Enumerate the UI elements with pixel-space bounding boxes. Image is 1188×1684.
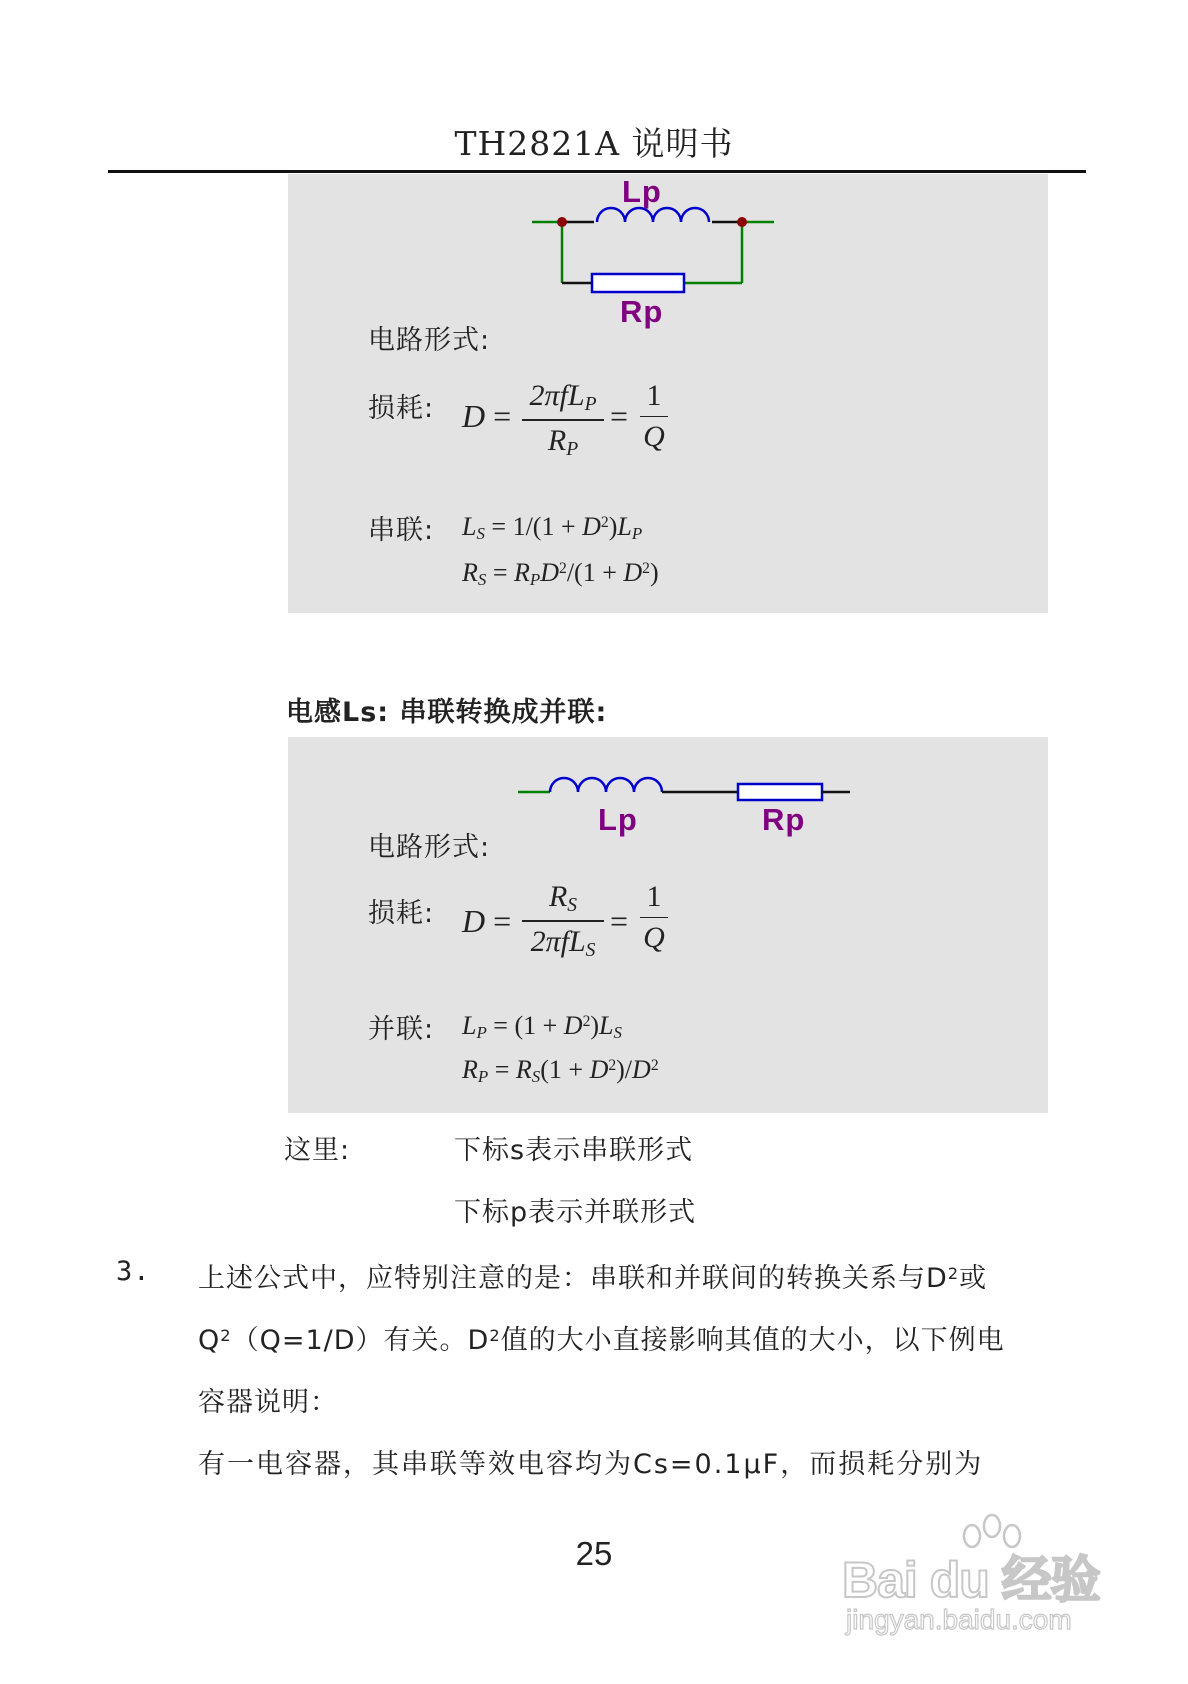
series-formula-panel: Lp Rp 电路形式: 损耗: D = $R_S$ 2πfL$_S$ = 1 Q 并联: $L_P = (1 + D^2)L_S$ $R_P = R_S(1 + D^2)/D^2$ xyxy=(288,737,1048,1113)
superscript: 2 xyxy=(220,1325,232,1345)
item3-line-4: 有一电容器，其串联等效电容均为Cs=0.1μF，而损耗分别为 xyxy=(198,1449,984,1480)
series-label: 串联: xyxy=(368,515,435,546)
inductor-coil xyxy=(597,208,709,222)
resistor-label-rp: Rp xyxy=(762,802,806,837)
inductor-coil xyxy=(550,778,662,792)
notes-subscript-p: 下标p表示并联形式 xyxy=(454,1197,697,1228)
inductor-label-lp: Lp xyxy=(622,174,662,209)
series-ls-formula: $L_S = 1/(1 + D^2)L_P$ xyxy=(462,512,643,544)
notes-here-label: 这里: xyxy=(284,1135,351,1166)
item3-line-3: 容器说明： xyxy=(198,1387,338,1418)
parallel-rp-formula: $R_P = R_S(1 + D^2)/D^2$ xyxy=(462,1055,659,1087)
section-title-ls-series-to-parallel: 电感Ls: 串联转换成并联: xyxy=(286,697,608,728)
item3-line-1-end: 或 xyxy=(959,1263,988,1294)
notes-subscript-s: 下标s表示串联形式 xyxy=(454,1135,694,1166)
item-number: 3. xyxy=(116,1256,151,1287)
circuit-form-label: 电路形式: xyxy=(368,832,491,863)
watermark-url: jingyan.baidu.com xyxy=(846,1604,1072,1635)
parallel-lp-formula: $L_P = (1 + D^2)L_S$ xyxy=(462,1011,622,1043)
baidu-jingyan-watermark xyxy=(842,1510,1142,1650)
item3-line-2 xyxy=(198,1318,1005,1357)
loss-label: 损耗: xyxy=(368,898,435,929)
item3-line-1-text: 上述公式中，应特别注意的是：串联和并联间的转换关系与D xyxy=(198,1263,948,1294)
resistor-box xyxy=(592,274,684,292)
page-number: 25 xyxy=(575,1535,613,1572)
item3-line-2-mid: （Q=1/D）有关。D xyxy=(231,1325,490,1356)
q-symbol: Q xyxy=(198,1325,221,1356)
series-rs-formula: $R_S = R_PD^2/(1 + D^2)$ xyxy=(462,558,659,590)
parallel-formula-panel: Lp Rp 电路形式: 损耗: D = 2πfL$_P$ $R_P$ = 1 Q 串联: $L_S = 1/(1 + D^2)L_P$ $R_S = R_PD^2/(1 + D^2)$ xyxy=(288,174,1048,613)
circuit-form-label: 电路形式: xyxy=(368,325,491,356)
parallel-label: 并联: xyxy=(368,1014,435,1045)
superscript: 2 xyxy=(947,1263,960,1283)
item3-line-2-end: 值的大小直接影响其值的大小，以下例电 xyxy=(500,1325,1005,1356)
loss-label: 损耗: xyxy=(368,393,435,424)
superscript: 2 xyxy=(489,1325,501,1345)
watermark-logo: Bai du 经验 xyxy=(842,1552,1100,1608)
page-header-title: TH2821A 说明书 xyxy=(454,124,734,163)
resistor-label-rp: Rp xyxy=(620,294,664,329)
parallel-circuit-diagram xyxy=(288,174,1048,334)
inductor-label-lp: Lp xyxy=(598,802,638,837)
header-divider xyxy=(108,170,1086,173)
series-circuit-diagram xyxy=(288,737,1048,817)
resistor-box xyxy=(738,784,822,800)
item3-line-1 xyxy=(198,1256,987,1295)
